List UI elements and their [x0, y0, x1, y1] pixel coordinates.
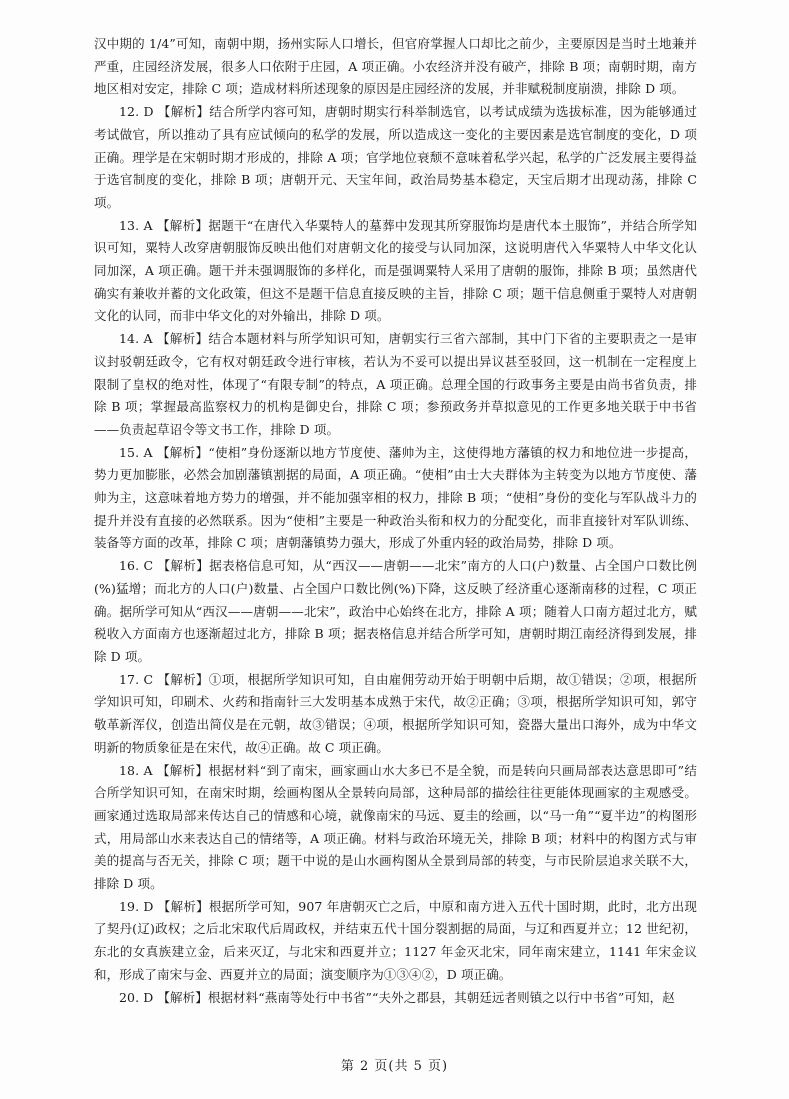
answer-explanation-q11-tail: 汉中期的 1/4”可知，南朝中期，扬州实际人口增长，但官府掌握人口却比之前少，主要原因是当时土地兼并严重，庄园经济发展，很多人口依附于庄园，A 项正确。小农经济并没有破产，排除 B 项；南朝时期，南方地区相对安定，排除 C 项；造成材料所述现象的原因是庄园经济的发展，并非赋税制度崩溃，排除 D 项。	[94, 36, 697, 97]
answer-explanation-q15: 15. A 【解析】“使相”身份逐渐以地方节度使、藩帅为主，这使得地方藩镇的权力和地位进一步提高，势力更加膨胀，必然会加剧藩镇割据的局面，A 项正确。“使相”由士大夫群体为主转变为以地方节度使、藩帅为主，这意味着地方势力的增强，并不能加强宰相的权力，排除 B 项；“使相”身份的变化与军队战斗力的提升并没有直接的必然联系。因为“使相”主要是一种政治头衔和权力的分配变化，而非直接针对军队训练、装备等方面的改革，排除 C 项；唐朝藩镇势力强大，形成了外重内轻的政治局势，排除 D 项。	[94, 444, 697, 551]
answer-explanation-q13: 13. A 【解析】据题干“在唐代入华粟特人的墓葬中发现其所穿服饰均是唐代本土服饰”，并结合所学知识可知，粟特人改穿唐朝服饰反映出他们对唐朝文化的接受与认同加深，这说明唐代入华粟特人中华文化认同加深，A 项正确。题干并未强调服饰的多样化，而是强调粟特人采用了唐朝的服饰，排除 B 项；虽然唐代确实有兼收并蓄的文化政策，但这不是题干信息直接反映的主旨，排除 C 项；题干信息侧重于粟特人对唐朝文化的认同，而非中华文化的对外输出，排除 D 项。	[94, 217, 697, 324]
answer-explanation-q20: 20. D 【解析】根据材料“燕南等处行中书省”“夫外之郡县，其朝廷远者则镇之以行中书省”可知，赵	[119, 989, 675, 1005]
answer-explanation-q17: 17. C 【解析】①项，根据所学知识可知，自由雇佣劳动开始于明朝中后期，故①错误；②项，根据所学知识可知，印刷术、火药和指南针三大发明基本成熟于宋代，故②正确；③项，根据所学知识可知，郭守敬革新浑仪，创造出简仪是在元朝，故③错误；④项，根据所学知识可知，瓷器大量出口海外，成为中华文明新的物质象征是在宋代，故④正确。故 C 项正确。	[94, 671, 697, 755]
answer-explanation-q12: 12. D 【解析】结合所学内容可知，唐朝时期实行科举制选官，以考试成绩为选拔标准，因为能够通过考试做官，所以推动了具有应试倾向的私学的发展，所以造成这一变化的主要因素是选官制度的变化，D 项正确。理学是在宋朝时期才形成的，排除 A 项；官学地位衰颓不意味着私学兴起，私学的广泛发展主要得益于选官制度的变化，排除 B 项；唐朝开元、天宝年间，政治局势基本稳定，天宝后期才出现动荡，排除 C 项。	[94, 104, 697, 210]
answer-explanations	[94, 33, 697, 1009]
answer-explanation-q18: 18. A 【解析】根据材料“到了南宋，画家画山水大多已不是全貌，而是转向只画局部表达意思即可”结合所学知识可知，在南宋时期，绘画构图从全景转向局部，这种局部的描绘往往更能体现画家的主观感受。画家通过选取局部来传达自己的情感和心境，就像南宋的马远、夏圭的绘画，以“马一角”“夏半边”的构图形式，用局部山水来表达自己的情绪等，A 项正确。材料与政治环境无关，排除 B 项；材料中的构图方式与审美的提高与否无关，排除 C 项；题干中说的是山水画构图从全景到局部的转变，与市民阶层追求关联不大，排除 D 项。	[94, 762, 697, 892]
answer-explanation-q16: 16. C 【解析】据表格信息可知，从“西汉——唐朝——北宋”南方的人口(户)数量、占全国户口数比例(%)猛增；而北方的人口(户)数量、占全国户口数比例(%)下降，这反映了经济重心逐渐南移的过程，C 项正确。据所学可知从“西汉——唐朝——北宋”，政治中心始终在北方，排除 A 项；随着人口南方超过北方，赋税收入方面南方也逐渐超过北方，排除 B 项；据表格信息并结合所学可知，唐朝时期江南经济得到发展，排除 D 项。	[94, 558, 697, 664]
answer-explanation-q14: 14. A 【解析】结合本题材料与所学知识可知，唐朝实行三省六部制，其中门下省的主要职责之一是审议封驳朝廷政令，它有权对朝廷政令进行审核，若认为不妥可以提出异议甚至驳回，这一机制在一定程度上限制了皇权的绝对性，体现了“有限专制”的特点，A 项正确。总理全国的行政事务主要是由尚书省负责，排除 B 项；掌握最高监察权力的机构是御史台，排除 C 项；参预政务并草拟意见的工作更多地关联于中书省——负责起草诏令等文书工作，排除 D 项。	[94, 331, 697, 437]
page-number-footer: 第 2 页(共 5 页)	[340, 1059, 449, 1074]
answer-explanation-q19: 19. D 【解析】根据所学可知，907 年唐朝灭亡之后，中原和南方进入五代十国时期，此时，北方出现了契丹(辽)政权；之后北宋取代后周政权，并结束五代十国分裂割据的局面，与辽和西夏并立；12 世纪初，东北的女真族建立金，后来灭辽，与北宋和西夏并立；1127 年金灭北宋，同年南宋建立，1141 年宋金议和，形成了南宋与金、西夏并立的局面；演变顺序为①③④②，D 项正确。	[94, 898, 697, 982]
